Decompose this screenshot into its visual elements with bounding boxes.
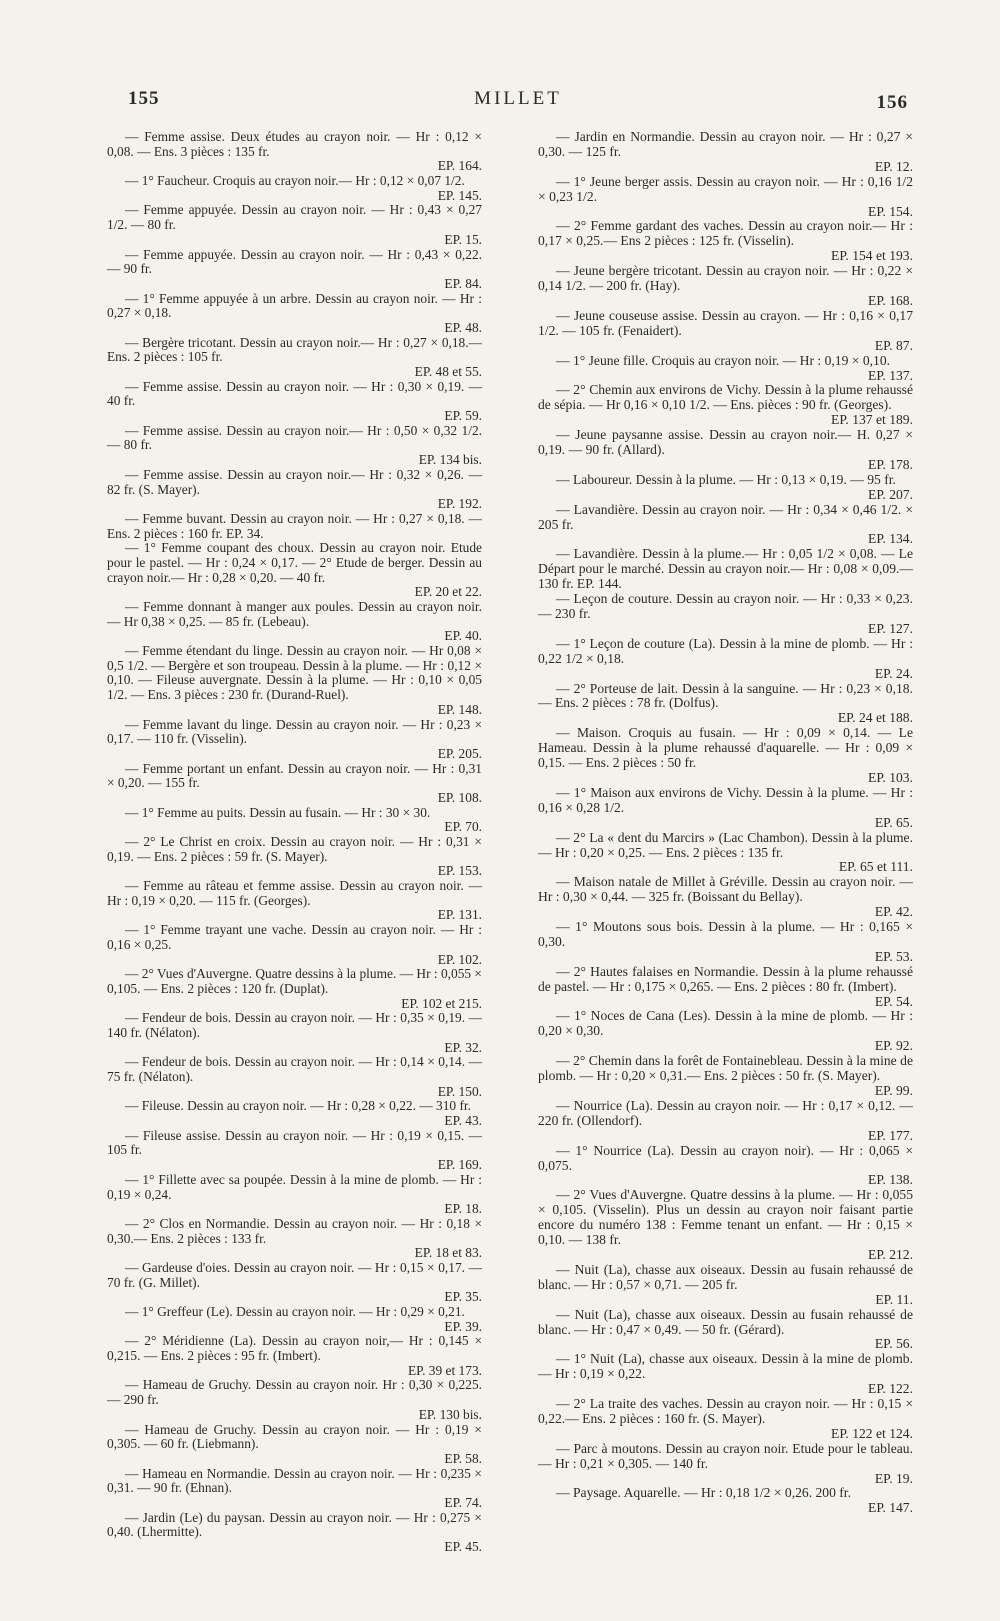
entry-reference: EP. 147.	[868, 1500, 913, 1516]
entry-reference: EP. 177.	[868, 1127, 913, 1143]
entry-reference: EP. 153.	[437, 863, 482, 879]
entry-reference: EP. 122 et 124.	[831, 1425, 913, 1441]
entry-reference: EP. 131.	[437, 907, 482, 923]
entry-text: — 1° Femme appuyée à un arbre. Dessin au crayon noir. — Hr : 0,27 × 0,18.	[107, 290, 482, 321]
entry-reference: EP. 169.	[437, 1157, 482, 1173]
catalog-entry	[107, 1423, 482, 1467]
catalog-entry	[107, 292, 482, 336]
entry-reference: EP. 59.	[444, 408, 482, 424]
entry-text: — Femme buvant. Dessin au crayon noir. — Hr : 0,27 × 0,18. — Ens. 2 pièces : 160 fr. EP. 34.	[107, 510, 482, 541]
catalog-entry	[107, 1334, 482, 1378]
entry-reference: EP. 137 et 189.	[831, 412, 913, 428]
entry-text: — Jardin en Normandie. Dessin au crayon noir. — Hr : 0,27 × 0,30. — 125 fr.	[538, 129, 913, 159]
entry-text: — 1° Nourrice (La). Dessin au crayon noir). — Hr : 0,065 × 0,075.	[538, 1142, 913, 1173]
entry-text: — Lavandière. Dessin au crayon noir. — Hr : 0,34 × 0,46 1/2. × 205 fr.	[538, 501, 913, 532]
catalog-entry	[107, 174, 482, 203]
entry-reference: EP. 164.	[437, 158, 482, 174]
entry-reference: EP. 48.	[444, 319, 482, 335]
catalog-entry	[538, 1352, 913, 1397]
entry-text: — 2° Femme gardant des vaches. Dessin au crayon noir.— Hr : 0,17 × 0,25.— Ens 2 pièces : 125 fr. (Visselin).	[538, 218, 913, 249]
entry-text: — 1° Faucheur. Croquis au crayon noir.— Hr : 0,12 × 0,07 1/2.	[125, 173, 465, 189]
catalog-entry	[538, 264, 913, 309]
entry-reference: EP. 32.	[444, 1039, 482, 1055]
catalog-entry	[538, 786, 913, 831]
catalog-entry	[107, 762, 482, 806]
entry-reference: EP. 138.	[868, 1172, 913, 1188]
entry-reference: EP. 39.	[444, 1318, 482, 1334]
entry-text: — Femme donnant à manger aux poules. Dessin au crayon noir. — Hr 0,38 × 0,25. — 85 fr. (Lebeau).	[107, 599, 482, 629]
entry-reference: EP. 148.	[437, 701, 482, 717]
entry-reference: EP. 154.	[868, 203, 913, 219]
entry-text: — 1° Jeune berger assis. Dessin au crayon noir. — Hr : 0,16 1/2 × 0,23 1/2.	[538, 173, 913, 204]
entry-reference: EP. 19.	[874, 1470, 913, 1486]
catalog-entry	[107, 468, 482, 512]
entry-text: — Lavandière. Dessin à la plume.— Hr : 0,05 1/2 × 0,08. — Le Départ pour le marché. Dessin au crayon noir.— Hr : 0,08 × 0,09.— 130 fr. EP. 144.	[538, 546, 913, 592]
catalog-entry	[107, 1099, 482, 1128]
entry-reference: EP. 48 et 55.	[414, 364, 482, 379]
entry-text: — Nuit (La), chasse aux oiseaux. Dessin au fusain rehaussé de blanc. — Hr : 0,57 × 0,71. — 205 fr.	[538, 1261, 913, 1292]
entry-reference: EP. 87.	[874, 337, 913, 353]
entry-reference: EP. 205.	[437, 745, 482, 761]
entry-reference: EP. 74.	[444, 1494, 482, 1510]
entry-text: — Femme assise. Dessin au crayon noir.— Hr : 0,32 × 0,26. — 82 fr. (S. Mayer).	[107, 466, 482, 497]
entry-text: — Leçon de couture. Dessin au crayon noir. — Hr : 0,33 × 0,23. — 230 fr.	[538, 591, 913, 621]
entry-reference: EP. 65 et 111.	[838, 859, 913, 875]
entry-reference: EP. 56.	[874, 1336, 913, 1352]
entry-text: — 2° Chemin aux environs de Vichy. Dessin à la plume rehaussé de sépia. — Hr 0,16 × 0,10 1/2. — Ens. pièces : 90 fr. (Georges).	[538, 382, 913, 413]
entry-reference: EP. 12.	[874, 158, 913, 174]
entry-text: — Parc à moutons. Dessin au crayon noir. Etude pour le tableau. — Hr : 0,21 × 0,305. — 140 fr.	[538, 1440, 913, 1471]
entry-text: — Laboureur. Dessin à la plume. — Hr : 0,13 × 0,19. — 95 fr.	[556, 471, 896, 487]
catalog-entry	[107, 923, 482, 967]
left-page-number: 155	[128, 88, 160, 109]
entry-text: — Femme assise. Deux études au crayon noir. — Hr : 0,12 × 0,08. — Ens. 3 pièces : 135 fr.	[107, 129, 482, 159]
catalog-entry	[538, 1308, 913, 1353]
catalog-entry	[107, 336, 482, 380]
catalog-entry	[107, 512, 482, 541]
entry-reference: EP. 58.	[444, 1450, 482, 1466]
right-page-number: 156	[876, 92, 908, 113]
entry-text: — 2° Chemin dans la forêt de Fontainebleau. Dessin à la mine de plomb. — Hr : 0,20 × 0,31.— Ens. 2 pièces : 50 fr. (S. Mayer).	[538, 1053, 913, 1084]
entry-text: — Jeune couseuse assise. Dessin au crayon. — Hr : 0,16 × 0,17 1/2. — 105 fr. (Fenaidert).	[538, 307, 913, 338]
entry-text: — Jeune paysanne assise. Dessin au crayon noir.— H. 0,27 × 0,19. — 90 fr. (Allard).	[538, 427, 913, 458]
catalog-entry	[538, 1397, 913, 1442]
entry-text: — Femme appuyée. Dessin au crayon noir. — Hr : 0,43 × 0,27 1/2. — 80 fr.	[107, 202, 482, 233]
entry-text: — 1° Jeune fille. Croquis au crayon noir. — Hr : 0,19 × 0,10.	[556, 352, 891, 368]
entry-text: — 1° Femme trayant une vache. Dessin au crayon noir. — Hr : 0,16 × 0,25.	[107, 922, 482, 952]
entry-reference: EP. 137.	[868, 367, 913, 383]
catalog-entry	[107, 1217, 482, 1261]
entry-reference: EP. 42.	[874, 904, 913, 920]
entry-text: — 2° Clos en Normandie. Dessin au crayon noir. — Hr : 0,18 × 0,30.— Ens. 2 pièces : 133 fr.	[107, 1215, 482, 1246]
catalog-entry	[538, 1054, 913, 1099]
catalog-entry	[538, 428, 913, 473]
entry-text: — 2° Le Christ en croix. Dessin au crayon noir. — Hr : 0,31 × 0,19. — Ens. 2 pièces : 59 fr. (S. Mayer).	[107, 834, 482, 864]
entry-text: — 1° Moutons sous bois. Dessin à la plume. — Hr : 0,165 × 0,30.	[538, 919, 913, 949]
entry-text: — Femme portant un enfant. Dessin au crayon noir. — Hr : 0,31 × 0,20. — 155 fr.	[107, 760, 482, 791]
catalog-entry	[107, 879, 482, 923]
catalog-entry	[538, 1099, 913, 1144]
catalog-entry	[538, 219, 913, 264]
catalog-entry	[107, 600, 482, 644]
entry-text: — Hameau de Gruchy. Dessin au crayon noir. — Hr : 0,19 × 0,305. — 60 fr. (Liebmann).	[107, 1421, 482, 1452]
entry-text: — Hameau de Gruchy. Dessin au crayon noir. Hr : 0,30 × 0,225. — 290 fr.	[107, 1377, 482, 1408]
entry-text: — Fileuse assise. Dessin au crayon noir. — Hr : 0,19 × 0,15. — 105 fr.	[107, 1127, 482, 1158]
entry-reference: EP. 154 et 193.	[831, 248, 913, 264]
entry-reference: EP. 145.	[437, 187, 482, 203]
entry-reference: EP. 212.	[868, 1246, 913, 1262]
catalog-entry	[538, 1442, 913, 1487]
entry-text: — 1° Nuit (La), chasse aux oiseaux. Dessin à la mine de plomb. — Hr : 0,19 × 0,22.	[538, 1351, 913, 1382]
entry-text: — Femme assise. Dessin au crayon noir. — Hr : 0,30 × 0,19. — 40 fr.	[107, 378, 482, 409]
entry-reference: EP. 122.	[868, 1381, 913, 1397]
entry-reference: EP. 102 et 215.	[401, 995, 482, 1011]
entry-text: — 1° Maison aux environs de Vichy. Dessin à la plume. — Hr : 0,16 × 0,28 1/2.	[538, 784, 913, 815]
running-title: MILLET	[474, 88, 562, 109]
entry-text: — 2° La « dent du Marcirs » (Lac Chambon). Dessin à la plume. — Hr : 0,20 × 0,25. — Ens. 2 pièces : 135 fr.	[538, 829, 913, 860]
catalog-entry	[538, 1009, 913, 1054]
entry-reference: EP. 65.	[874, 814, 913, 830]
entry-text: — 2° Vues d'Auvergne. Quatre dessins à la plume. — Hr : 0,055 × 0,105. (Visselin). Plus un dessin au crayon noir faisant partie encore du numéro 138 : Femme tenant un enfant. — Hr : 0,15 × 0,10. — 138 fr.	[538, 1187, 913, 1248]
entry-reference: EP. 15.	[444, 231, 482, 247]
left-column	[107, 130, 482, 1555]
catalog-entry	[538, 503, 913, 548]
entry-reference: EP. 24 et 188.	[837, 710, 913, 726]
entry-text: — Nourrice (La). Dessin au crayon noir. — Hr : 0,17 × 0,12. — 220 fr. (Ollendorf).	[538, 1097, 913, 1128]
entry-text: — Fendeur de bois. Dessin au crayon noir. — Hr : 0,14 × 0,14. — 75 fr. (Nélaton).	[107, 1054, 482, 1084]
entry-reference: EP. 43.	[444, 1113, 482, 1129]
entry-reference: EP. 103.	[868, 769, 913, 785]
entry-text: — Jeune bergère tricotant. Dessin au crayon noir. — Hr : 0,22 × 0,14 1/2. — 200 fr. (Hay).	[538, 263, 913, 294]
catalog-entry	[538, 1188, 913, 1263]
catalog-entry	[107, 1261, 482, 1305]
entry-reference: EP. 39 et 173.	[407, 1362, 482, 1378]
entry-text: — Femme au râteau et femme assise. Dessin au crayon noir. — Hr : 0,19 × 0,20. — 115 fr. (Georges).	[107, 878, 482, 908]
catalog-entry	[538, 354, 913, 384]
entry-text: — Maison. Croquis au fusain. — Hr : 0,09 × 0,14. — Le Hameau. Dessin à la plume rehaussé d'aquarelle. — Hr : 0,09 × 0,15. — Ens. 2 pièces : 50 fr.	[538, 725, 913, 771]
catalog-entry	[538, 1144, 913, 1189]
catalog-entry	[538, 1486, 913, 1516]
entry-text: — Paysage. Aquarelle. — Hr : 0,18 1/2 × 0,26. 200 fr.	[556, 1485, 851, 1501]
catalog-entry	[538, 383, 913, 428]
entry-reference: EP. 192.	[437, 496, 482, 512]
entry-reference: EP. 35.	[444, 1289, 482, 1305]
entry-reference: EP. 134.	[868, 531, 913, 547]
page-header	[128, 88, 908, 118]
entry-text: — Fendeur de bois. Dessin au crayon noir. — Hr : 0,35 × 0,19. — 140 fr. (Nélaton).	[107, 1010, 482, 1040]
entry-text: — 1° Leçon de couture (La). Dessin à la mine de plomb. — Hr : 0,22 1/2 × 0,18.	[538, 635, 913, 666]
entry-reference: EP. 11.	[875, 1291, 913, 1307]
entry-reference: EP. 130 bis.	[418, 1406, 482, 1422]
entry-text: — Femme étendant du linge. Dessin au crayon noir. — Hr 0,08 × 0,5 1/2. — Bergère et son troupeau. Dessin à la plume. — Hr : 0,12 × 0,10. — Fileuse auvergnate. Dessin à la plume. — Hr : 0,10 × 0,05 1/2. — Ens. 3 pièces : 230 fr. (Durand-Ruel).	[107, 643, 482, 703]
catalog-entry	[107, 1467, 482, 1511]
entry-reference: EP. 207.	[868, 486, 913, 502]
catalog-entry	[107, 203, 482, 247]
catalog-entry	[107, 1378, 482, 1422]
entry-reference: EP. 168.	[868, 292, 913, 308]
entry-text: — Femme appuyée. Dessin au crayon noir. — Hr : 0,43 × 0,22. — 90 fr.	[107, 246, 482, 277]
entry-reference: EP. 45.	[444, 1539, 482, 1554]
catalog-entry	[107, 835, 482, 879]
catalog-entry	[107, 1173, 482, 1217]
catalog-entry	[107, 380, 482, 424]
entry-text: — 1° Fillette avec sa poupée. Dessin à la mine de plomb. — Hr : 0,19 × 0,24.	[107, 1171, 482, 1202]
catalog-entry	[538, 175, 913, 220]
entry-text: — 1° Femme coupant des choux. Dessin au crayon noir. Etude pour le pastel. — Hr : 0,24 × 0,17. — 2° Etude de berger. Dessin au crayon noir.— Hr : 0,28 × 0,20. — 40 fr.	[107, 540, 482, 585]
catalog-entry	[107, 424, 482, 468]
entry-text: — 2° La traite des vaches. Dessin au crayon noir. — Hr : 0,15 × 0,22.— Ens. 2 pièces : 160 fr. (S. Mayer).	[538, 1396, 913, 1426]
catalog-entry	[538, 473, 913, 503]
catalog-entry	[107, 1129, 482, 1173]
catalog-entry	[538, 309, 913, 354]
entry-text: — 1° Noces de Cana (Les). Dessin à la mine de plomb. — Hr : 0,20 × 0,30.	[538, 1008, 913, 1039]
catalog-entry	[538, 682, 913, 727]
entry-text: — Bergère tricotant. Dessin au crayon noir.— Hr : 0,27 × 0,18.— Ens. 2 pièces : 105 fr.	[107, 334, 482, 365]
entry-text: — Maison natale de Millet à Gréville. Dessin au crayon noir. — Hr : 0,30 × 0,44. — 325 fr. (Boissant du Bellay).	[538, 874, 913, 905]
entry-reference: EP. 92.	[874, 1038, 913, 1054]
entry-reference: EP. 70.	[444, 819, 482, 835]
entry-text: — 2° Vues d'Auvergne. Quatre dessins à la plume. — Hr : 0,055 × 0,105. — Ens. 2 pièces : 120 fr. (Duplat).	[107, 966, 482, 996]
entry-reference: EP. 99.	[874, 1083, 913, 1098]
entry-reference: EP. 40.	[444, 628, 482, 644]
catalog-entry	[107, 718, 482, 762]
entry-text: — Femme assise. Dessin au crayon noir.— Hr : 0,50 × 0,32 1/2. — 80 fr.	[107, 422, 482, 453]
catalog-entry	[538, 130, 913, 175]
catalog-entry	[538, 831, 913, 876]
entry-reference: EP. 178.	[868, 456, 913, 472]
catalog-entry	[538, 637, 913, 682]
catalog-entry	[538, 965, 913, 1010]
catalog-entry	[107, 967, 482, 1011]
entry-reference: EP. 18.	[444, 1201, 482, 1217]
entry-text: — Gardeuse d'oies. Dessin au crayon noir. — Hr : 0,15 × 0,17. — 70 fr. (G. Millet).	[107, 1259, 482, 1290]
catalog-entry	[107, 806, 482, 835]
entry-reference: EP. 18 et 83.	[414, 1245, 482, 1261]
entry-text: — Nuit (La), chasse aux oiseaux. Dessin au fusain rehaussé de blanc. — Hr : 0,47 × 0,49. — 50 fr. (Gérard).	[538, 1306, 913, 1337]
catalog-entry	[538, 875, 913, 920]
entry-text: — 2° Méridienne (La). Dessin au crayon noir,— Hr : 0,145 × 0,215. — Ens. 2 pièces : 95 fr. (Imbert).	[107, 1333, 482, 1364]
entry-text: — Femme lavant du linge. Dessin au crayon noir. — Hr : 0,23 × 0,17. — 110 fr. (Visselin).	[107, 716, 482, 747]
catalog-entry	[107, 1305, 482, 1334]
entry-reference: EP. 127.	[868, 620, 913, 636]
catalog-entry	[538, 547, 913, 592]
entry-text: — 1° Greffeur (Le). Dessin au crayon noir. — Hr : 0,29 × 0,21.	[125, 1304, 465, 1319]
catalog-entry	[107, 644, 482, 717]
entry-text: — Hameau en Normandie. Dessin au crayon noir. — Hr : 0,235 × 0,31. — 90 fr. (Ehnan).	[107, 1465, 482, 1496]
entry-reference: EP. 20 et 22.	[414, 584, 482, 600]
entry-reference: EP. 134 bis.	[418, 452, 482, 468]
catalog-entry	[107, 1511, 482, 1555]
entry-reference: EP. 150.	[437, 1083, 482, 1099]
catalog-entry	[107, 1011, 482, 1055]
right-column	[538, 130, 913, 1516]
catalog-entry	[538, 1263, 913, 1308]
entry-reference: EP. 54.	[874, 993, 913, 1009]
catalog-entry	[107, 1055, 482, 1099]
catalog-entry	[538, 726, 913, 786]
catalog-entry	[538, 592, 913, 637]
entry-reference: EP. 108.	[437, 789, 482, 805]
catalog-entry	[107, 248, 482, 292]
entry-text: — Fileuse. Dessin au crayon noir. — Hr : 0,28 × 0,22. — 310 fr.	[125, 1098, 471, 1114]
entry-text: — 2° Porteuse de lait. Dessin à la sanguine. — Hr : 0,23 × 0,18. — Ens. 2 pièces : 78 fr. (Dolfus).	[538, 680, 913, 711]
entry-text: — Jardin (Le) du paysan. Dessin au crayon noir. — Hr : 0,275 × 0,40. (Lhermitte).	[107, 1509, 482, 1540]
catalog-entry	[107, 541, 482, 600]
entry-reference: EP. 53.	[874, 948, 913, 964]
catalog-entry	[107, 130, 482, 174]
entry-reference: EP. 102.	[437, 951, 482, 967]
catalog-entry	[538, 920, 913, 965]
entry-reference: EP. 84.	[444, 275, 482, 291]
entry-reference: EP. 24.	[874, 665, 913, 681]
entry-text: — 1° Femme au puits. Dessin au fusain. — Hr : 30 × 30.	[125, 804, 431, 820]
entry-text: — 2° Hautes falaises en Normandie. Dessin à la plume rehaussé de pastel. — Hr : 0,175 × 0,265. — Ens. 2 pièces : 80 fr. (Imbert).	[538, 963, 913, 994]
